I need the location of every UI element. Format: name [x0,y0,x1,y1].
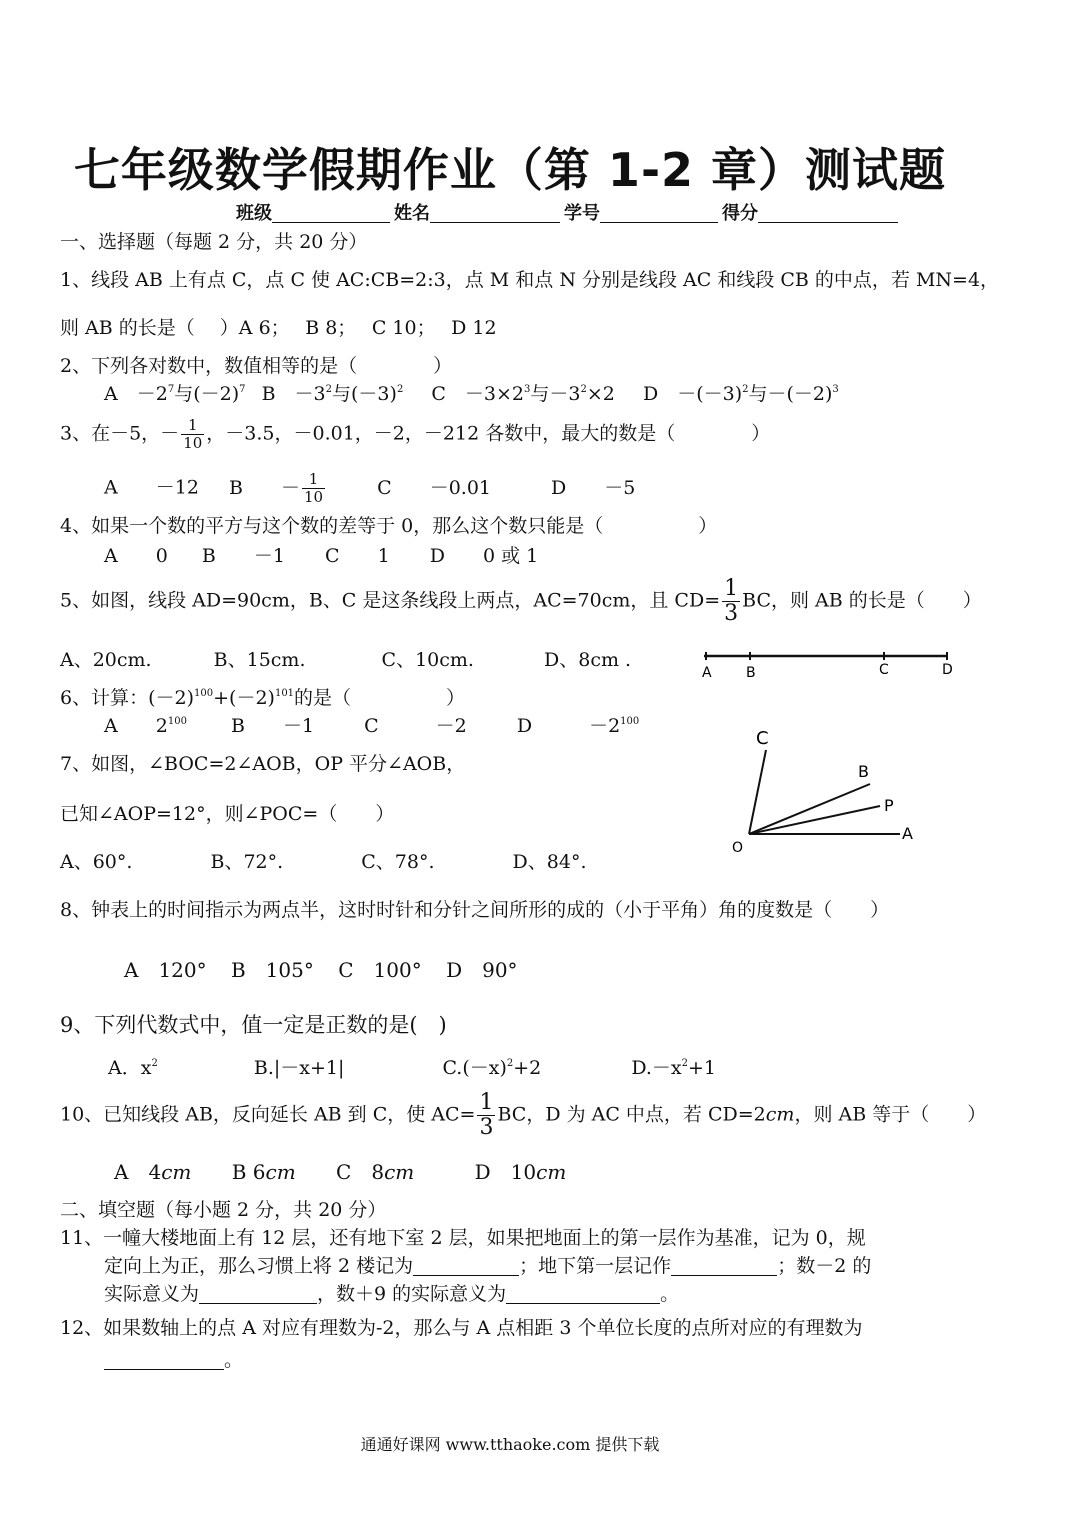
q5-options [60,648,631,672]
page-title: 七年级数学假期作业（第 1-2 章）测试题 [73,143,947,197]
ray-a-label: A [902,824,913,843]
q11-blank-1[interactable] [413,1257,519,1276]
q5-option-b: B、15cm. [213,649,306,671]
ray-p-label: P [884,796,894,815]
q9-option-a: A．$x^2$ [108,1057,158,1079]
score-label: 得分 [722,203,758,224]
q5-option-a: A、20cm. [60,649,152,671]
q8-stem: 8、钟表上的时间指示为两点半，这时时针和分针之间所形的成的（小于平角）角的度数是（ ） [60,899,890,921]
q2-options [104,382,839,406]
q8-options [124,958,518,982]
q12-line2: 。 [104,1348,243,1372]
score-blank[interactable] [758,204,898,223]
q6-option-d: D $-2^{100}$ [516,715,640,737]
student-id-blank[interactable] [600,204,718,223]
point-d-label: D [942,662,953,678]
q2-option-a: A $-2^7$与$(-2)^7$ [104,383,246,405]
q7-option-a: A、60°. [60,851,133,873]
q5-segment-figure [696,644,966,684]
q10-stem: 10、已知线段 AB，反向延长 AB 到 C，使 AC= $\frac{1}{3}$ BC，D 为 AC 中点，若 CD=2cm，则 AB 等于（ ） [60,1090,987,1140]
q10-option-a: A 4cm [114,1160,192,1184]
ray-b-label: B [858,762,869,781]
q3-option-a: A －12 [104,476,199,499]
q8-option-d: D 90° [446,958,518,982]
q10-options [114,1160,566,1184]
student-id-label: 学号 [564,203,600,224]
q4-option-d: D 0 或 1 [429,545,539,567]
q6-stem: 6、计算：$(-2)^{100}+(-2)^{101}$的是（ ） [60,687,466,709]
q10-fraction: $\frac{1}{3}$ [479,1090,494,1140]
q4-option-b: B －1 [201,545,285,567]
q9-option-b: B.|－x+1| [253,1057,345,1079]
q11-line3: 实际意义为 ，数＋9 的实际意义为 。 [104,1283,680,1305]
q11-line1: 11、一幢大楼地面上有 12 层，还有地下室 2 层，如果把地面上的第一层作为基准，记为 0，规 [60,1227,866,1249]
q5-fraction: $\frac{1}{3}$ [724,576,739,626]
q3-option-b: B － $\frac{1}{10}$ [228,470,324,506]
q11-blank-4[interactable] [506,1285,660,1304]
name-label: 姓名 [394,203,430,224]
point-a-label: A [702,665,712,681]
q2-option-d: D $-(-3)^2$与$-(-2)^3$ [642,383,839,405]
q1-line2: 则 AB 的长是（ ）A 6； B 8； C 10； D 12 [60,317,497,339]
q4-stem: 4、如果一个数的平方与这个数的差等于 0，那么这个数只能是（ ） [60,515,718,537]
q3-stem: 3、在－5，－ $\frac{1}{10}$ ，－3.5，－0.01，－2，－212 各数中，最大的数是（ ） [60,416,771,452]
q10-option-c: C 8cm [336,1160,415,1184]
q11-blank-2[interactable] [671,1257,777,1276]
q4-option-c: C 1 [325,545,390,567]
q4-options [104,544,538,568]
section-2-heading: 二、填空题（每小题 2 分，共 20 分） [60,1199,387,1221]
q5-option-c: C、10cm. [381,649,474,671]
q2-option-b: B $-3^2$与$(-3)^2$ [261,383,404,405]
q2-stem: 2、下列各对数中，数值相等的是（ ） [60,355,453,377]
q6-option-c: C －2 [364,715,467,737]
q12-line1: 12、如果数轴上的点 A 对应有理数为-2，那么与 A 点相距 3 个单位长度的点所对应的有理数为 [60,1317,863,1339]
q7-line2: 已知∠AOP=12°，则∠POC=（ ） [60,803,395,825]
q7-option-b: B、72°. [210,851,284,873]
class-blank[interactable] [272,204,390,223]
q8-option-b: B 105° [230,958,314,982]
q11-line2: 定向上为正，那么习惯上将 2 楼记为 ；地下第一层记作 ；数－2 的 [104,1255,872,1277]
q4-option-a: A 0 [104,545,168,567]
vertex-o-label: O [732,840,744,856]
section-1-heading: 一、选择题（每题 2 分，共 20 分） [60,231,368,253]
class-label: 班级 [236,203,272,224]
q3-fraction: $\frac{1}{10}$ [183,416,203,452]
q7-option-c: C、78°. [361,851,435,873]
footer-credit: 通通好课网 www.tthaoke.com 提供下载 [360,1435,660,1454]
q9-options [108,1056,716,1080]
q8-option-a: A 120° [124,958,207,982]
student-info-line [236,202,898,226]
q10-option-d: D 10cm [474,1160,567,1184]
q3-option-d: D －5 [551,476,636,499]
q2-option-c: C $-3\times 2^3$与$-3^2\times 2$ [431,383,615,405]
q5-stem: 5、如图，线段 AD=90cm，B、C 是这条线段上两点，AC=70cm，且 CD= $\frac{1}{3}$ BC，则 AB 的长是（ ） [60,576,982,626]
name-blank[interactable] [430,204,560,223]
q3-options [104,472,635,505]
q7-options [60,850,587,874]
q10-option-b: B 6cm [231,1160,296,1184]
q8-option-c: C 100° [338,958,422,982]
point-c-label: C [879,662,889,678]
q7-option-d: D、84°. [512,851,587,873]
q9-option-c: $C.(-x)^2+2$ [442,1057,542,1079]
q9-stem: 9、下列代数式中，值一定是正数的是( ) [60,1013,447,1037]
q1-line1: 1、线段 AB 上有点 C，点 C 使 AC:CB=2:3，点 M 和点 N 分别是线段 AC 和线段 CB 的中点，若 MN=4， [60,269,1000,291]
q6-options [104,714,639,738]
q12-blank[interactable] [104,1351,224,1370]
q9-option-d: $D.-x^2+1$ [631,1057,717,1079]
ray-c-label: C [756,728,769,749]
q7-line1: 7、如图，∠BOC=2∠AOB，OP 平分∠AOB， [60,753,466,775]
point-b-label: B [746,665,756,681]
q11-blank-3[interactable] [199,1285,317,1304]
q3-option-c: C －0.01 [377,476,491,499]
q6-option-a: A $2^{100}$ [104,715,187,737]
q6-option-b: B －1 [230,715,315,737]
q5-option-d: D、8cm . [544,649,632,671]
q7-angle-figure [724,722,924,857]
